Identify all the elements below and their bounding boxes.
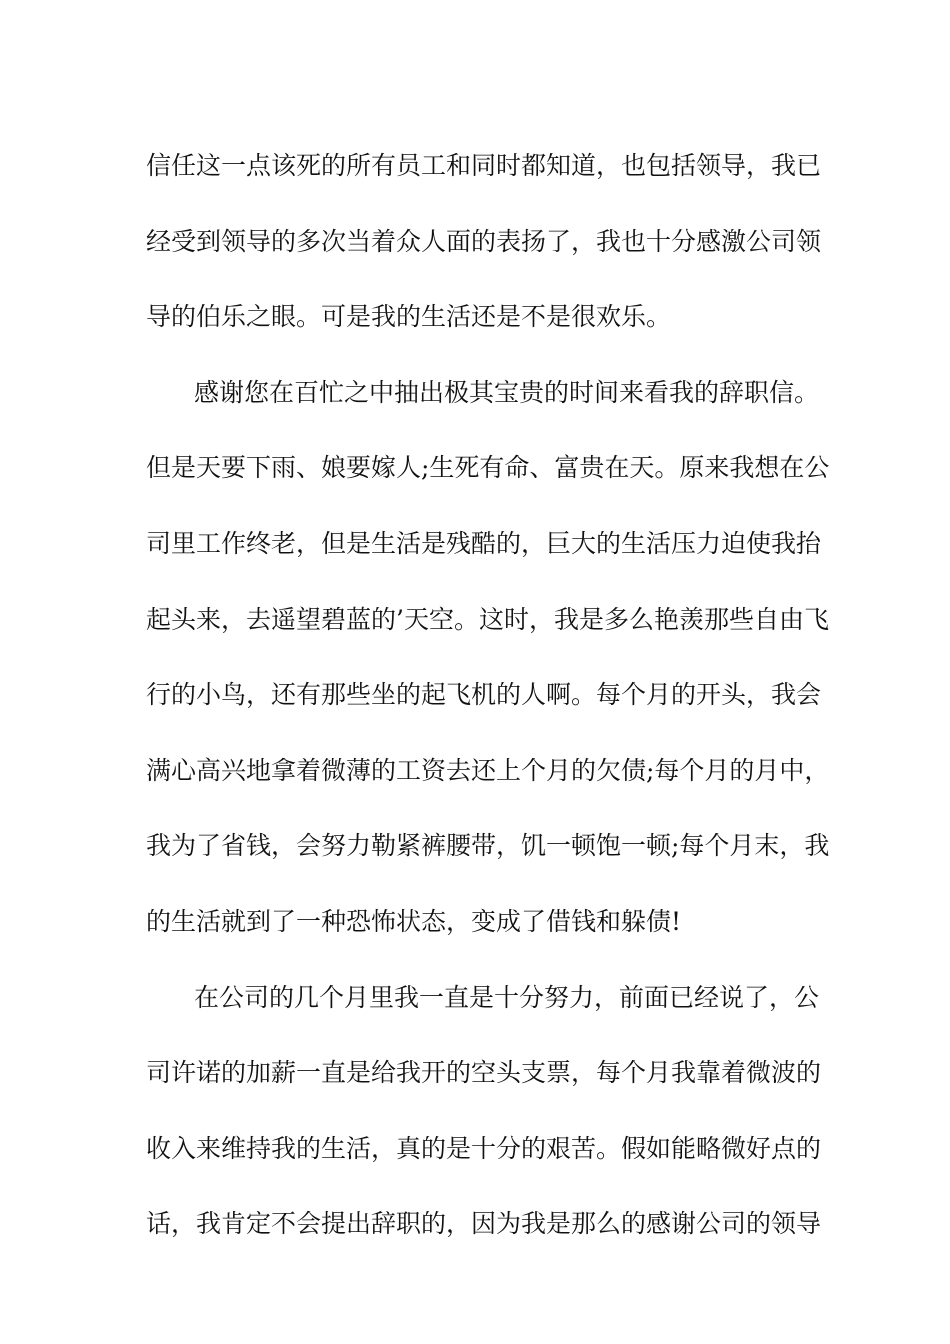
text-line: 导的伯乐之眼。可是我的生活还是不是很欢乐。 [146, 302, 672, 332]
paragraph-first-line: 在公司的几个月里我一直是十分努力，前面已经说了，公 [194, 982, 820, 1012]
text-line: 起头来，去遥望碧蓝的’天空。这时，我是多么艳羡那些自由飞 [146, 604, 829, 634]
body-text [146, 128, 830, 1262]
text-line: 的生活就到了一种恐怖状态，变成了借钱和躲债! [146, 906, 682, 936]
paragraph-first-line: 感谢您在百忙之中抽出极其宝贵的时间来看我的辞职信。 [194, 377, 820, 407]
text-line: 信任这一点该死的所有员工和同时都知道，也包括领导，我已 [146, 151, 822, 180]
text-line: 我为了省钱，会努力勒紧裤腰带，饥一顿饱一顿;每个月末，我 [146, 831, 830, 861]
text-line: 满心高兴地拿着微薄的工资去还上个月的欠债;每个月的月中， [146, 755, 830, 785]
text-line: 司里工作终老，但是生活是残酷的，巨大的生活压力迫使我抬 [146, 528, 822, 558]
text-line: 话，我肯定不会提出辞职的，因为我是那么的感谢公司的领导 [146, 1209, 822, 1239]
text-line: 行的小鸟，还有那些坐的起飞机的人啊。每个月的开头，我会 [146, 680, 822, 710]
text-line: 但是天要下雨、娘要嫁人;生死有命、富贵在天。原来我想在公 [146, 453, 830, 483]
text-line: 司许诺的加薪一直是给我开的空头支票，每个月我靠着微波的 [146, 1058, 822, 1088]
text-line: 经受到领导的多次当着众人面的表扬了，我也十分感激公司领 [146, 226, 822, 256]
text-line: 收入来维持我的生活，真的是十分的艰苦。假如能略微好点的 [146, 1133, 822, 1163]
